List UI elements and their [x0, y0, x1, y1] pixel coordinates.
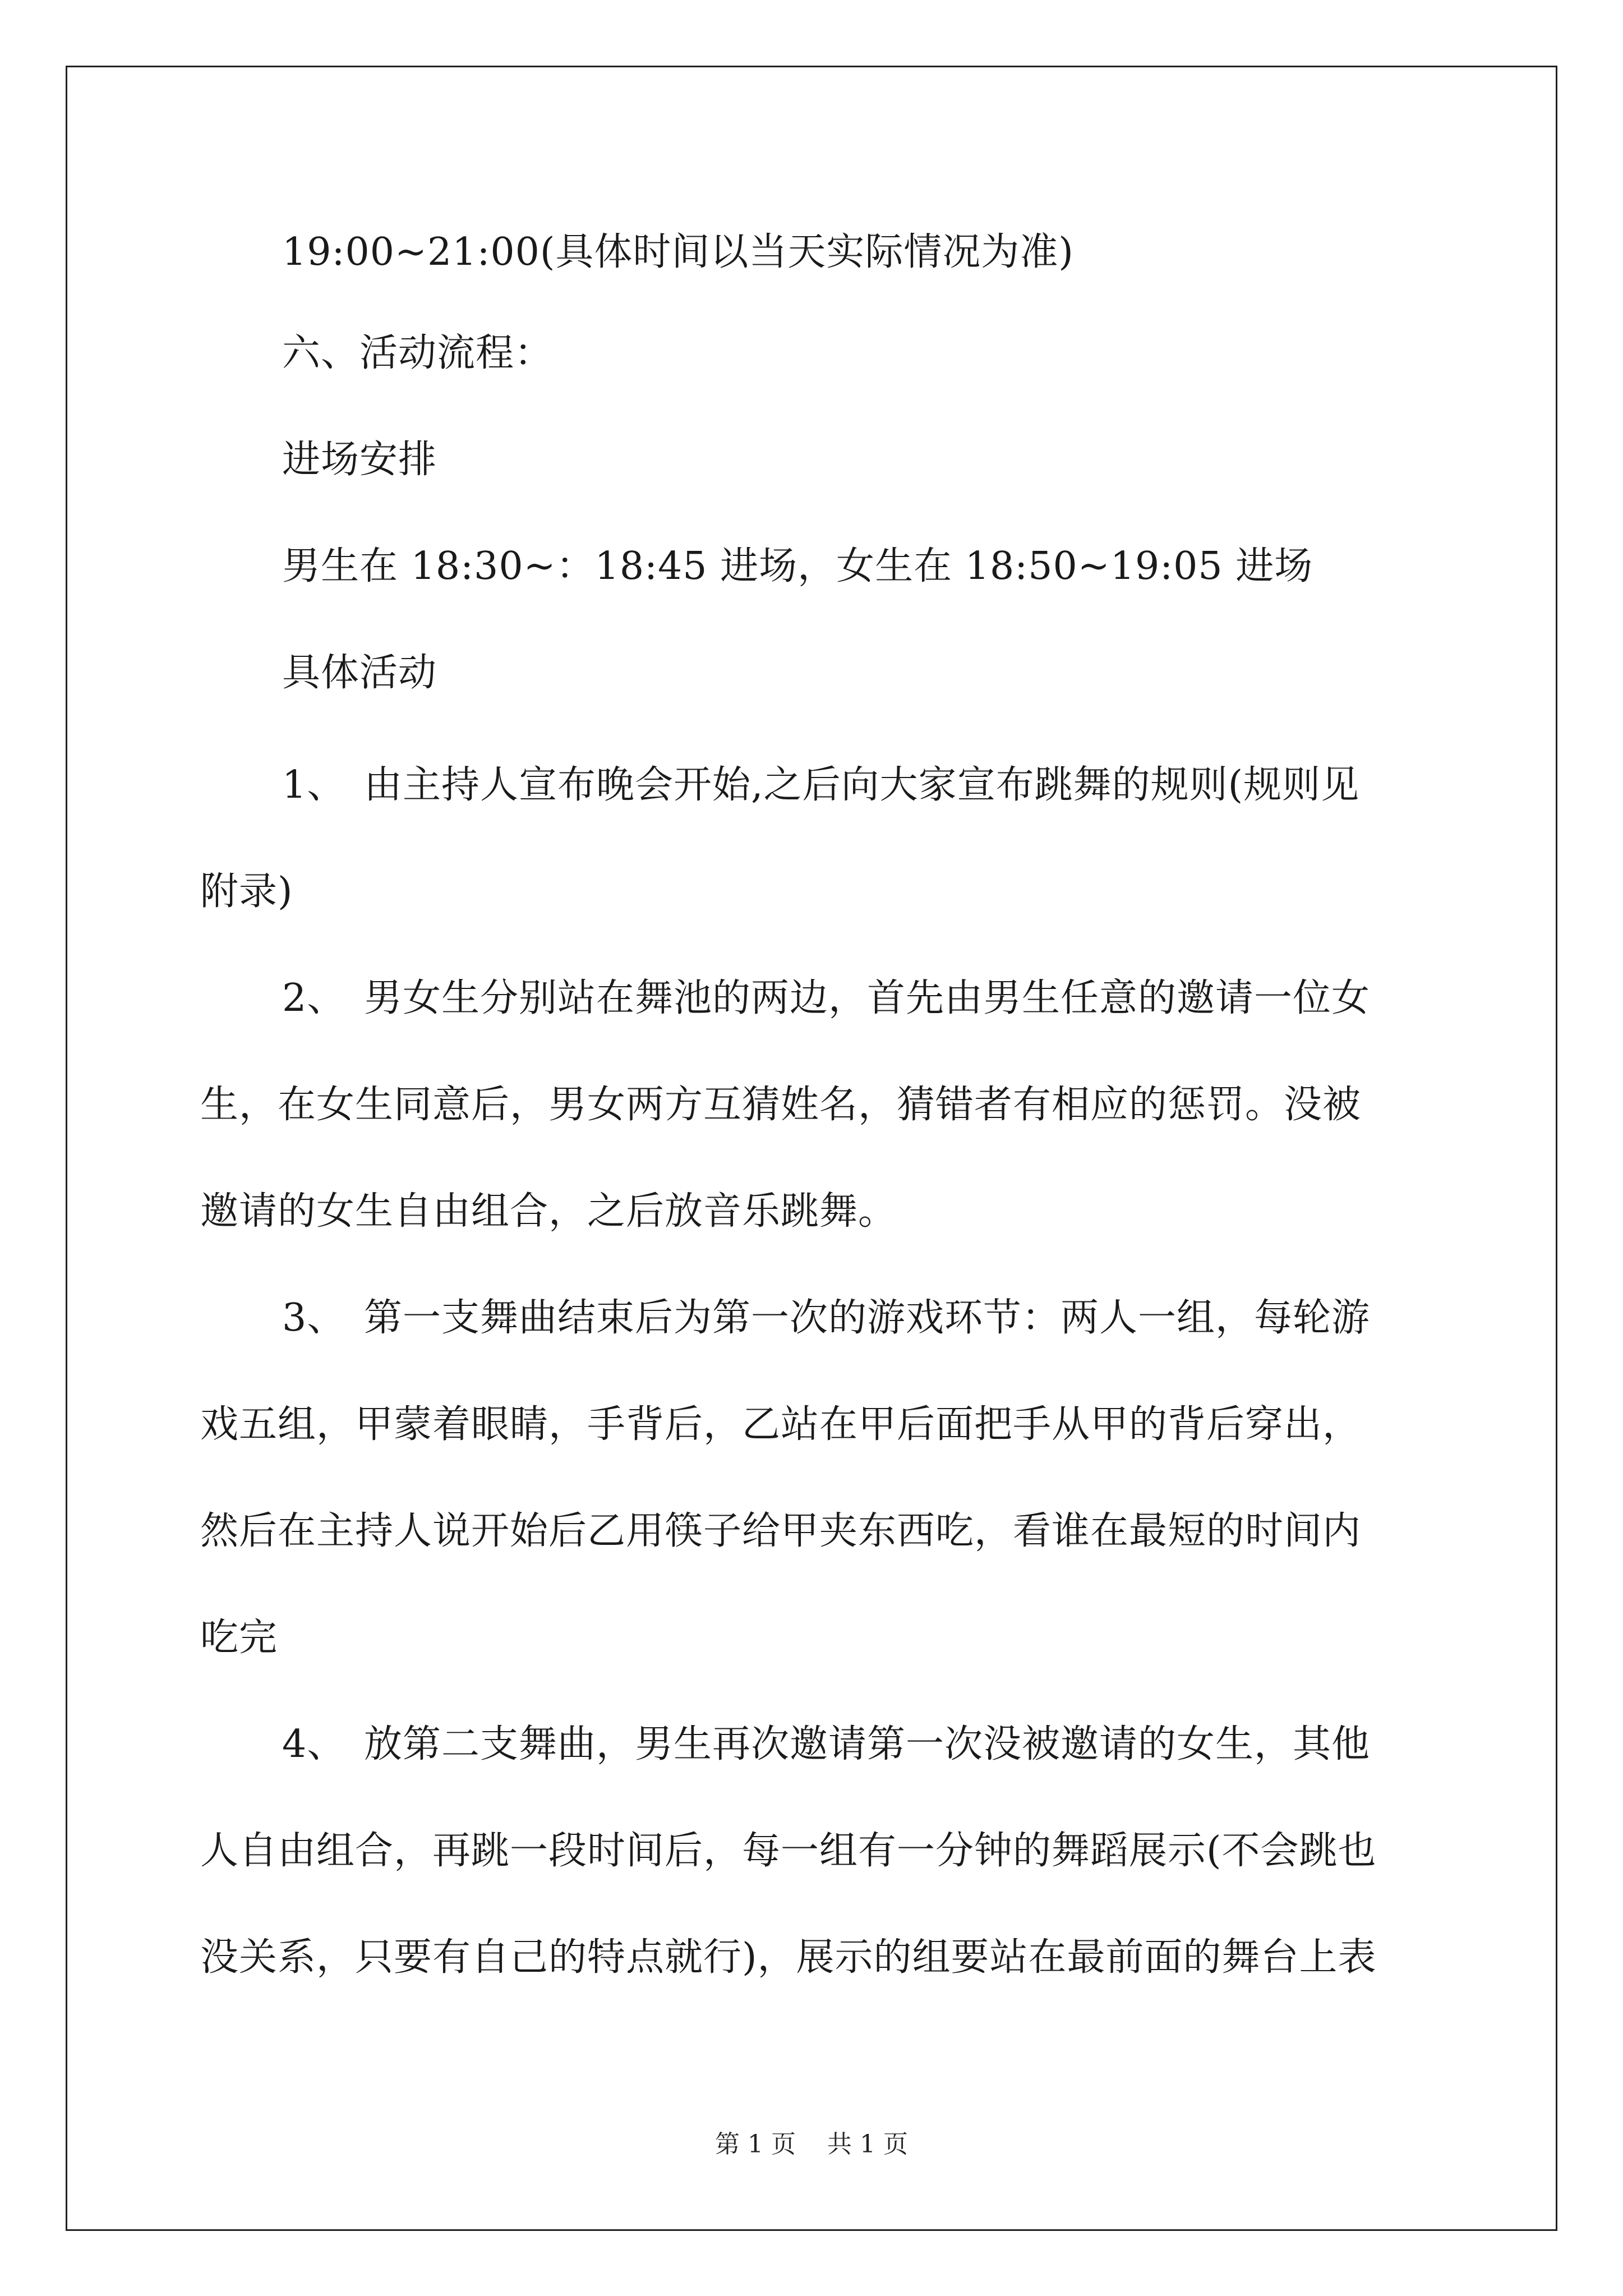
page-number: 第 1 页 — [715, 2130, 796, 2159]
list-text: 由主持人宣布晚会开始,之后向大家宣布跳舞的规则(规则见 — [364, 763, 1360, 807]
list-number: 1、 — [282, 763, 346, 807]
list-item-4 — [282, 1722, 1370, 1767]
list-number: 4、 — [282, 1722, 346, 1766]
section-heading: 六、活动流程： — [282, 331, 554, 375]
page-footer — [0, 2129, 1623, 2160]
subheading-entry: 进场安排 — [282, 438, 437, 482]
list-text-continued: 附录) — [200, 869, 293, 914]
list-text-continued: 人自由组合，再跳一段时间后，每一组有一分钟的舞蹈展示(不会跳也 — [200, 1829, 1377, 1873]
list-text-continued: 邀请的女生自由组合，之后放音乐跳舞。 — [200, 1189, 897, 1234]
list-text-continued: 生，在女生同意后，男女两方互猜姓名，猜错者有相应的惩罚。没被 — [200, 1083, 1362, 1127]
list-item-1 — [282, 763, 1359, 808]
list-text-continued: 然后在主持人说开始后乙用筷子给甲夹东西吃，看谁在最短的时间内 — [200, 1509, 1362, 1553]
list-number: 2、 — [282, 976, 346, 1020]
subheading-activities: 具体活动 — [282, 651, 437, 695]
page-border — [66, 66, 1557, 2231]
list-text: 男女生分别站在舞池的两边，首先由男生任意的邀请一位女 — [364, 976, 1371, 1020]
time-line: 19:00~21:00(具体时间以当天实际情况为准) — [282, 230, 1074, 274]
list-item-3 — [282, 1296, 1370, 1341]
entry-schedule: 男生在 18:30~：18:45 进场，女生在 18:50~19:05 进场 — [282, 544, 1313, 588]
list-text: 放第二支舞曲，男生再次邀请第一次没被邀请的女生，其他 — [364, 1722, 1371, 1766]
list-text: 第一支舞曲结束后为第一次的游戏环节：两人一组，每轮游 — [364, 1296, 1371, 1340]
list-text-continued: 吃完 — [200, 1616, 278, 1660]
list-text-continued: 没关系，只要有自己的特点就行)，展示的组要站在最前面的舞台上表 — [200, 1935, 1377, 1980]
list-text-continued: 戏五组，甲蒙着眼睛，手背后，乙站在甲后面把手从甲的背后穿出， — [200, 1402, 1362, 1447]
page-total: 共 1 页 — [827, 2130, 908, 2159]
list-number: 3、 — [282, 1296, 346, 1340]
list-item-2 — [282, 976, 1370, 1021]
